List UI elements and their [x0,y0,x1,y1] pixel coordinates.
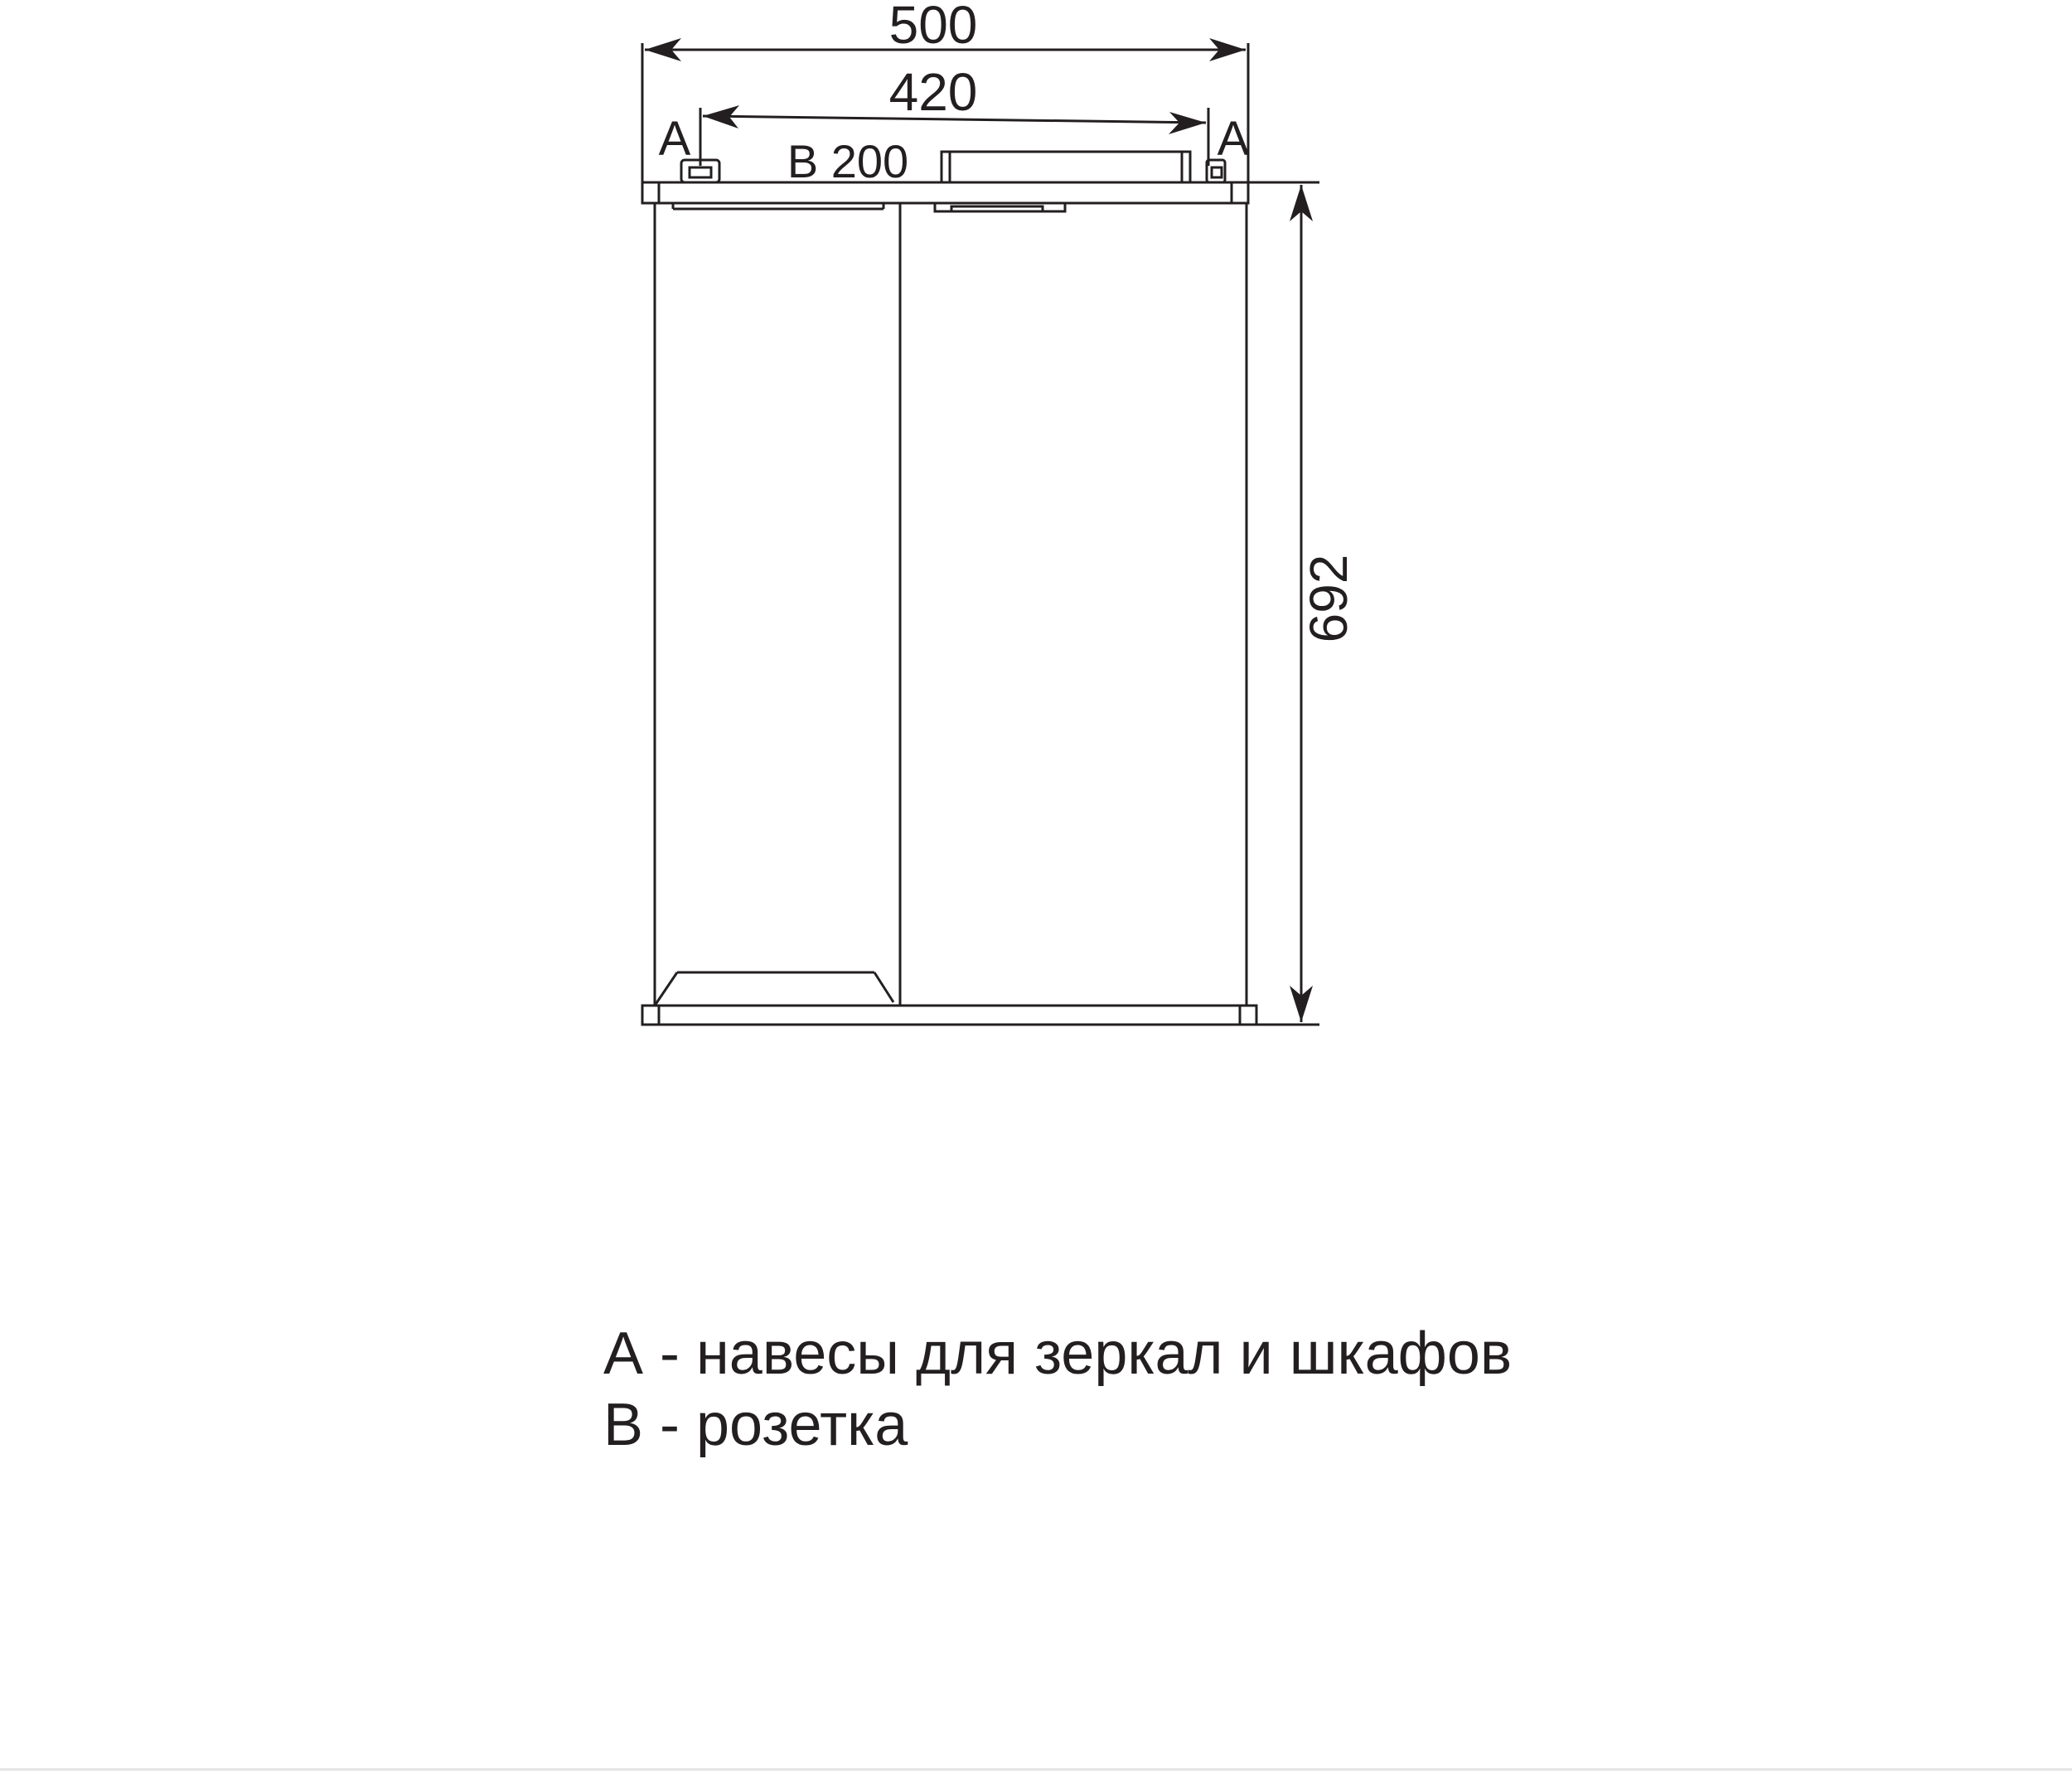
legend [603,1318,1512,1461]
mount-spacing-dimension [700,62,1208,166]
height-dimension [1248,182,1358,1025]
cabinet-body [655,203,1247,1006]
bottom-divider [0,1768,2072,1771]
light-strip-right [935,203,1065,211]
left-mount-marker: A [658,112,691,166]
mount-spacing-label: 420 [888,62,978,122]
socket-box [942,152,1190,182]
legend-line-mounts: А - навесы для зеркал и шкафов [603,1321,1513,1387]
top-panel [642,182,1248,203]
outlet-label: B 200 [787,135,909,187]
left-door-shelf [655,972,893,1006]
right-mount-marker: A [1217,112,1250,166]
width-label: 500 [888,0,978,55]
bottom-panel [642,1006,1256,1025]
legend-line-outlet: В - розетка [603,1392,908,1458]
height-label: 692 [1299,554,1358,643]
